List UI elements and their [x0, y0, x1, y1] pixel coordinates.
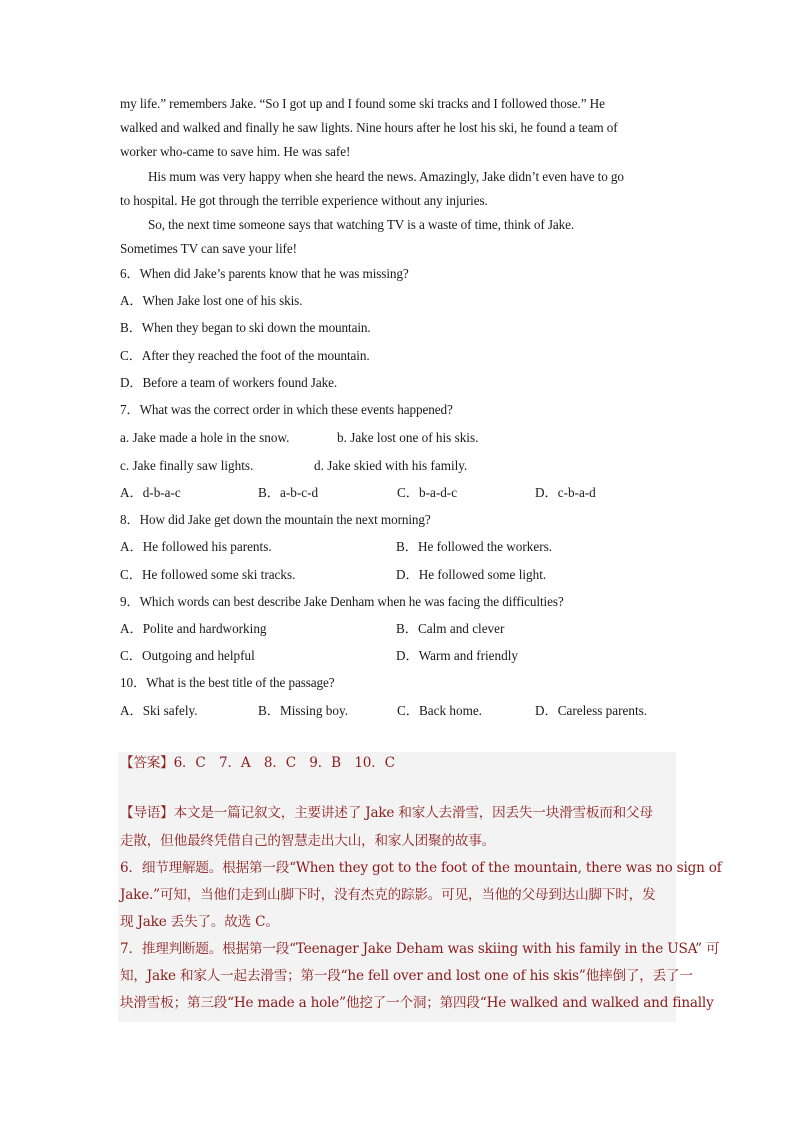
- passage-line: His mum was very happy when she heard the news. Amazingly, Jake didn’t even have to go: [148, 169, 624, 184]
- question-9-option-b: B．Calm and clever: [396, 621, 505, 636]
- analysis-line: 现 Jake 丢失了。故选 C。: [120, 914, 279, 930]
- analysis-line: 块滑雪板；第三段“He made a hole”他挖了一个洞；第四段“He walked and walked and finally: [120, 995, 714, 1011]
- answer-line: [120, 752, 395, 774]
- analysis-line: 7．推理判断题。根据第一段“Teenager Jake Deham was skiing with his family in the USA” 可: [120, 941, 720, 957]
- question-7-event-c: c. Jake finally saw lights.: [120, 458, 254, 473]
- question-8-option-d: D．He followed some light.: [396, 567, 547, 582]
- question-7-stem: 7．What was the correct order in which these events happened?: [120, 402, 453, 417]
- answer-label: 【答案】: [120, 755, 174, 771]
- question-7-event-a: a. Jake made a hole in the snow.: [120, 430, 290, 445]
- question-6-stem: 6．When did Jake’s parents know that he was missing?: [120, 266, 409, 281]
- analysis-line: Jake.”可知，当他们走到山脚下时，没有杰克的踪影。可见，当他的父母到达山脚下时，发: [120, 887, 656, 903]
- question-7-option-d: D．c-b-a-d: [535, 485, 596, 500]
- question-6-option-b: B．When they began to ski down the mountain.: [120, 320, 371, 335]
- question-10-option-d: D．Careless parents.: [535, 703, 648, 718]
- question-9-option-a: A．Polite and hardworking: [120, 621, 267, 636]
- analysis-label: 【导语】: [120, 805, 174, 821]
- question-8-option-c: C．He followed some ski tracks.: [120, 567, 296, 582]
- question-7-option-a: A．d-b-a-c: [120, 485, 181, 500]
- answer-text: 6．C 7．A 8．C 9．B 10．C: [173, 755, 395, 771]
- passage-line: to hospital. He got through the terrible experience without any injuries.: [120, 193, 488, 208]
- passage-line: worker who-came to save him. He was safe!: [120, 144, 351, 159]
- question-10-option-a: A．Ski safely.: [120, 703, 198, 718]
- question-8-option-b: B．He followed the workers.: [396, 539, 553, 554]
- question-8-option-a: A．He followed his parents.: [120, 539, 272, 554]
- question-9-option-c: C．Outgoing and helpful: [120, 648, 255, 663]
- question-7-event-b: b. Jake lost one of his skis.: [337, 430, 479, 445]
- question-10-option-b: B．Missing boy.: [258, 703, 349, 718]
- passage-line: my life.” remembers Jake. “So I got up and I found some ski tracks and I followed those.” He: [120, 96, 605, 111]
- answer-analysis-box: [118, 752, 722, 1022]
- question-9-stem: 9．Which words can best describe Jake Denham when he was facing the difficulties?: [120, 594, 564, 609]
- question-6-option-d: D．Before a team of workers found Jake.: [120, 375, 338, 390]
- analysis-line: 知，Jake 和家人一起去滑雪；第一段“he fell over and lost one of his skis”他摔倒了，丢了一: [120, 968, 693, 984]
- question-6-option-c: C．After they reached the foot of the mountain.: [120, 348, 370, 363]
- question-6-option-a: A．When Jake lost one of his skis.: [120, 293, 303, 308]
- passage-line: Sometimes TV can save your life!: [120, 241, 297, 256]
- analysis-line: 【导语】本文是一篇记叙文，主要讲述了 Jake 和家人去滑雪，因丢失一块滑雪板而和父母: [120, 805, 653, 821]
- passage-line: walked and walked and finally he saw lights. Nine hours after he lost his ski, he found a team of: [120, 120, 618, 135]
- question-10-option-c: C．Back home.: [397, 703, 482, 718]
- question-7-event-d: d. Jake skied with his family.: [314, 458, 468, 473]
- analysis-line: 走散，但他最终凭借自己的智慧走出大山，和家人团聚的故事。: [120, 833, 496, 849]
- question-10-stem: 10．What is the best title of the passage?: [120, 675, 335, 690]
- question-7-option-b: B．a-b-c-d: [258, 485, 319, 500]
- question-8-stem: 8．How did Jake get down the mountain the next morning?: [120, 512, 431, 527]
- passage-line: So, the next time someone says that watching TV is a waste of time, think of Jake.: [148, 217, 575, 232]
- question-7-option-c: C．b-a-d-c: [397, 485, 458, 500]
- analysis-line: 6．细节理解题。根据第一段“When they got to the foot of the mountain, there was no sign of: [120, 860, 722, 876]
- question-9-option-d: D．Warm and friendly: [396, 648, 518, 663]
